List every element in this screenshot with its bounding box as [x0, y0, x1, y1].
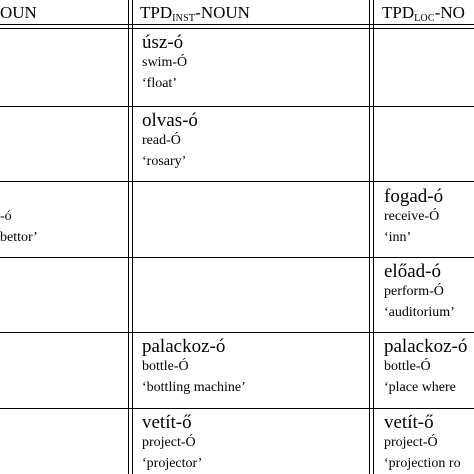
- row-divider: [0, 106, 474, 107]
- table-cell: [384, 261, 455, 322]
- translation: ‘place where: [384, 380, 456, 395]
- table-cell: [142, 110, 198, 171]
- word-form: úsz-ó: [142, 32, 184, 53]
- translation: ‘auditorium’: [384, 305, 455, 320]
- column-header-3: $TPD_{LOC}-NO$: [382, 3, 465, 24]
- word-form: palackoz-ó: [384, 336, 468, 357]
- morpheme-gloss: project-Ó: [384, 435, 438, 450]
- word-form: vetít-ő: [142, 412, 192, 433]
- table-cell: [142, 412, 202, 473]
- word-form: fogad-ó: [384, 186, 444, 207]
- morpheme-gloss: perform-Ó: [384, 284, 444, 299]
- word-form: olvas-ó: [142, 110, 198, 131]
- word-form: vetít-ő: [384, 412, 434, 433]
- word-form: előad-ó: [384, 261, 441, 282]
- translation: ‘float’: [142, 76, 177, 91]
- column-divider: [369, 0, 370, 474]
- morpheme-gloss: receive-Ó: [384, 209, 440, 224]
- table-cell: [384, 412, 461, 473]
- column-divider: [373, 0, 374, 474]
- translation: ‘projection ro: [384, 456, 461, 471]
- morpheme-gloss: project-Ó: [142, 435, 196, 450]
- column-divider: [128, 0, 129, 474]
- table-cell: [384, 186, 443, 247]
- row-divider: [0, 257, 474, 258]
- translation: ‘rosary’: [142, 154, 187, 169]
- translation: ‘inn’: [384, 230, 412, 245]
- row-divider: [0, 408, 474, 409]
- morpheme-gloss: bottle-Ó: [384, 359, 431, 374]
- row-divider: [0, 332, 474, 333]
- table-cell: [384, 336, 467, 397]
- morpheme-gloss: read-Ó: [142, 133, 181, 148]
- table-cell: [142, 336, 246, 397]
- column-divider: [132, 0, 133, 474]
- column-header-2: $TPD_{INST}$-NOUN: [140, 3, 250, 24]
- table-cell: [142, 32, 187, 93]
- translation: bettor’: [0, 230, 38, 245]
- morpheme-gloss: swim-Ó: [142, 55, 188, 70]
- morpheme-gloss: bottle-Ó: [142, 359, 189, 374]
- word-form: palackoz-ó: [142, 336, 226, 357]
- word-form: [0, 186, 38, 208]
- morpheme-gloss: -ó: [0, 209, 12, 224]
- row-divider: [0, 181, 474, 182]
- column-header-1: OUN: [0, 3, 37, 22]
- translation: ‘projector’: [142, 456, 203, 471]
- table-cell: [0, 186, 38, 247]
- translation: ‘bottling machine’: [142, 380, 246, 395]
